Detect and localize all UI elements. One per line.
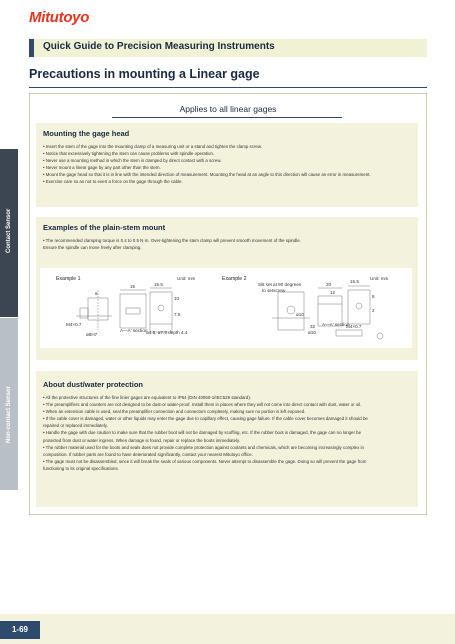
dim-15-5: 15.5 bbox=[154, 282, 163, 287]
thread-m4-b: M4×0.7 bbox=[346, 324, 362, 329]
bullet-item: protected from dust or water ingress. When damage is found, repair or replace the boots immediately. bbox=[43, 437, 241, 443]
section-label-2: A—A' section bbox=[322, 322, 350, 327]
dim-10: 10 bbox=[174, 296, 180, 301]
title-divider bbox=[29, 87, 427, 88]
bullet-item: • Notice that excessively tightening the stem can cause problems with spindle operation. bbox=[43, 151, 215, 157]
phi10-label: ø10 bbox=[296, 312, 304, 317]
page-title: Precautions in mounting a Linear gage bbox=[29, 67, 260, 81]
depth-label: ø4.5, ø7.5 depth 4.4 bbox=[146, 330, 188, 335]
thread-m4-a: M4×0.7 bbox=[66, 322, 82, 327]
bullet-item: composition. If rubber parts are found to have deteriorated significantly, contact your nearest Mitutoyo office. bbox=[43, 451, 253, 457]
bullet-item: • The recommended clamping torque is 0.4 to 0.5 N·m. Over-tightening the stem clamp will prevent smooth movement of the spindle. bbox=[43, 238, 301, 243]
section-label-1: A—A' section bbox=[120, 328, 148, 333]
bullet-item: • All the protective structures of the fine linier gages are equivalent to IP54 (DIN 40050-1/IEC529 standard). bbox=[43, 395, 252, 400]
phi10-label-b: ø10 bbox=[308, 330, 316, 335]
dim-7-5: 7.5 bbox=[174, 312, 181, 317]
bullet-item: • The gage must not be disassembled, since it will break the seals of various components. Never attempt to disassemble the gage. Doing so will prevent the gage from bbox=[43, 458, 367, 464]
bullet-item: • Insert the stem of the gage into the mounting clamp of a measuring unit or a stand and tighten the clamp screw. bbox=[43, 144, 262, 149]
bullet-item: • Never use a mounting method in which the stem is clamped by direct contact with a screw. bbox=[43, 158, 222, 164]
bullet-item: • Mount the gage head so that it is in line with the intended direction of measurement. Mounting the head at an angle to this direction will cause an error in measurement. bbox=[43, 172, 371, 178]
bullet-item: Ensure the spindle can move freely after clamping. bbox=[43, 245, 142, 251]
bullet-item: • Handle the gage with due caution to make sure that the rubber boot will not be damaged by scuffing, etc. If the rubber boot is damaged, the gage can no longer be bbox=[43, 430, 362, 436]
bullet-item: • If the cable cover is damaged, water or other liquids may enter the gage due to capillary effect, causing gage failure. If the cable cover becomes damaged it should be bbox=[43, 416, 368, 422]
dim-16: 16 bbox=[130, 284, 136, 289]
section-mounting bbox=[36, 123, 418, 207]
bullet-list bbox=[43, 237, 412, 251]
dim-20: 20 bbox=[326, 282, 332, 287]
unit-label-2: Unit: mm bbox=[370, 276, 389, 281]
bullet-item: • Exercise care so as not to exert a force on the gage through the cable. bbox=[43, 179, 183, 185]
applies-heading: Applies to all linear gages bbox=[179, 104, 277, 114]
footer-band bbox=[0, 614, 455, 644]
section-title: Examples of the plain-stem mount bbox=[43, 223, 166, 232]
side-tab-noncontact[interactable] bbox=[0, 318, 18, 490]
bullet-item: repaired or replaced immediately. bbox=[43, 423, 108, 429]
phi8-label: ø8H7 bbox=[86, 332, 98, 337]
applies-underline bbox=[112, 117, 342, 118]
bullet-list bbox=[43, 394, 412, 472]
bullet-list bbox=[43, 143, 412, 186]
bullet-item: • When an extension cable is used, seal the preamplifier connection and connectors completely, making sure no portion is left exposed. bbox=[43, 409, 306, 415]
dim-32: 32 bbox=[310, 324, 316, 329]
slit-note-1: Slit set at 90 degrees bbox=[258, 282, 302, 287]
dim-2: 2 bbox=[372, 308, 375, 313]
section-title: About dust/water protection bbox=[43, 380, 143, 389]
unit-label-1: Unit: mm bbox=[177, 276, 196, 281]
dim-6: 6 bbox=[95, 291, 98, 296]
section-title: Mounting the gage head bbox=[43, 129, 130, 138]
side-tab-noncontact-label: Non-contact Sensor bbox=[6, 385, 12, 443]
example2-label: Example 2 bbox=[222, 276, 247, 282]
section-dust-water bbox=[36, 371, 418, 507]
dim-8: 8 bbox=[372, 294, 375, 299]
bullet-item: functioning to its original specifications. bbox=[43, 465, 119, 471]
dim-15-5b: 15.5 bbox=[350, 279, 359, 284]
dim-12: 12 bbox=[330, 290, 336, 295]
side-tab-contact-label: Contact Sensor bbox=[6, 208, 12, 253]
bullet-item: • Never mount a linear gage by any part other than the stem. bbox=[43, 165, 161, 171]
page-number: 1-69 bbox=[0, 621, 40, 639]
banner-title: Quick Guide to Precision Measuring Instruments bbox=[43, 41, 275, 52]
example1-label: Example 1 bbox=[56, 276, 81, 282]
side-tab-contact[interactable] bbox=[0, 149, 18, 317]
mount-diagram bbox=[40, 268, 412, 350]
brand-logo: Mitutoyo bbox=[29, 9, 90, 26]
bullet-item: • The preamplifiers and counters are not designed to be dust-or water-proof. Install them in places where they will not come into direct contact with dust, water or oil. bbox=[43, 402, 362, 408]
slit-note-2: to setscrew bbox=[262, 288, 286, 293]
header-banner bbox=[29, 39, 427, 57]
bullet-item: • The rubber material used for the boots and seals does not provide complete protection against coolants and chemicals, which are becoming increasingly complex in bbox=[43, 444, 364, 450]
